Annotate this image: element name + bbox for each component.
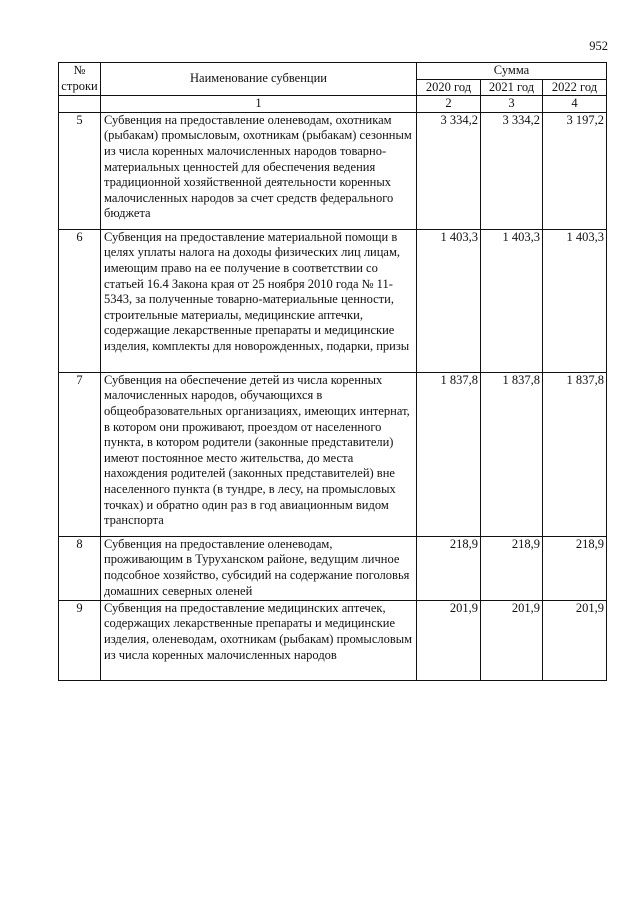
subvention-name: Субвенция на предоставление материальной помощи в целях уплаты налога на доходы физических лиц лицам, имеющим право на ее получение в соответствии со статьей 16.4 Закона края от 25 ноября 2010 года № 11-5343, за полученные товарно-материальные ценности, строительные материалы, медицинские аптечки, содержащие лекарственные препараты и медицинские изделия, комплекты для новорожденных, подарки, призы	[101, 229, 417, 372]
row-number: 8	[59, 536, 101, 600]
table-row	[59, 536, 607, 600]
amount-2020: 1 403,3	[417, 229, 481, 372]
amount-2022: 201,9	[543, 600, 607, 680]
table-row	[59, 600, 607, 680]
amount-2022: 218,9	[543, 536, 607, 600]
amount-2021: 1 837,8	[481, 372, 543, 536]
subvention-name: Субвенция на предоставление оленеводам, проживающим в Туруханском районе, ведущим личное подсобное хозяйство, субсидий на содержание поголовья домашних северных оленей	[101, 536, 417, 600]
row-number: 6	[59, 229, 101, 372]
amount-2020: 3 334,2	[417, 112, 481, 229]
column-index-4: 4	[543, 96, 607, 113]
header-sum: Сумма	[417, 63, 607, 80]
row-number: 7	[59, 372, 101, 536]
column-index-3: 3	[481, 96, 543, 113]
page-number: 952	[589, 39, 608, 53]
amount-2022: 1 403,3	[543, 229, 607, 372]
row-number: 5	[59, 112, 101, 229]
header-year-2020: 2020 год	[417, 79, 481, 96]
amount-2021: 1 403,3	[481, 229, 543, 372]
amount-2021: 3 334,2	[481, 112, 543, 229]
amount-2021: 218,9	[481, 536, 543, 600]
amount-2020: 201,9	[417, 600, 481, 680]
row-number: 9	[59, 600, 101, 680]
amount-2021: 201,9	[481, 600, 543, 680]
amount-2022: 3 197,2	[543, 112, 607, 229]
table-row	[59, 229, 607, 372]
table-row	[59, 112, 607, 229]
subvention-name: Субвенция на предоставление медицинских аптечек, содержащих лекарственные препараты и медицинские изделия, оленеводам, охотникам (рыбакам) промысловым из числа коренных малочисленных народов	[101, 600, 417, 680]
header-subvention-name: Наименование субвенции	[101, 63, 417, 96]
subventions-table	[58, 62, 607, 681]
column-index-1: 1	[101, 96, 417, 113]
amount-2020: 1 837,8	[417, 372, 481, 536]
amount-2020: 218,9	[417, 536, 481, 600]
column-index-2: 2	[417, 96, 481, 113]
header-year-2022: 2022 год	[543, 79, 607, 96]
table-row	[59, 372, 607, 536]
subvention-name: Субвенция на обеспечение детей из числа коренных малочисленных народов, обучающихся в общеобразовательных организациях, имеющих интернат, в котором они проживают, проездом от населенного пункта, в котором родители (законные представители) имеют постоянное место жительства, до места нахождения родителей (законных представителей) вне населенного пункта (в тундре, в лесу, на промысловых точках) и обратно один раз в год авиационным видом транспорта	[101, 372, 417, 536]
column-index-empty	[59, 96, 101, 113]
amount-2022: 1 837,8	[543, 372, 607, 536]
header-row-number: № строки	[59, 63, 101, 96]
header-year-2021: 2021 год	[481, 79, 543, 96]
subvention-name: Субвенция на предоставление оленеводам, охотникам (рыбакам) промысловым, охотникам (рыбакам) сезонным из числа коренных малочисленных народов товарно-материальных ценностей для обеспечения ведения традиционной хозяйственной деятельности коренных малочисленных народов за счет средств федерального бюджета	[101, 112, 417, 229]
